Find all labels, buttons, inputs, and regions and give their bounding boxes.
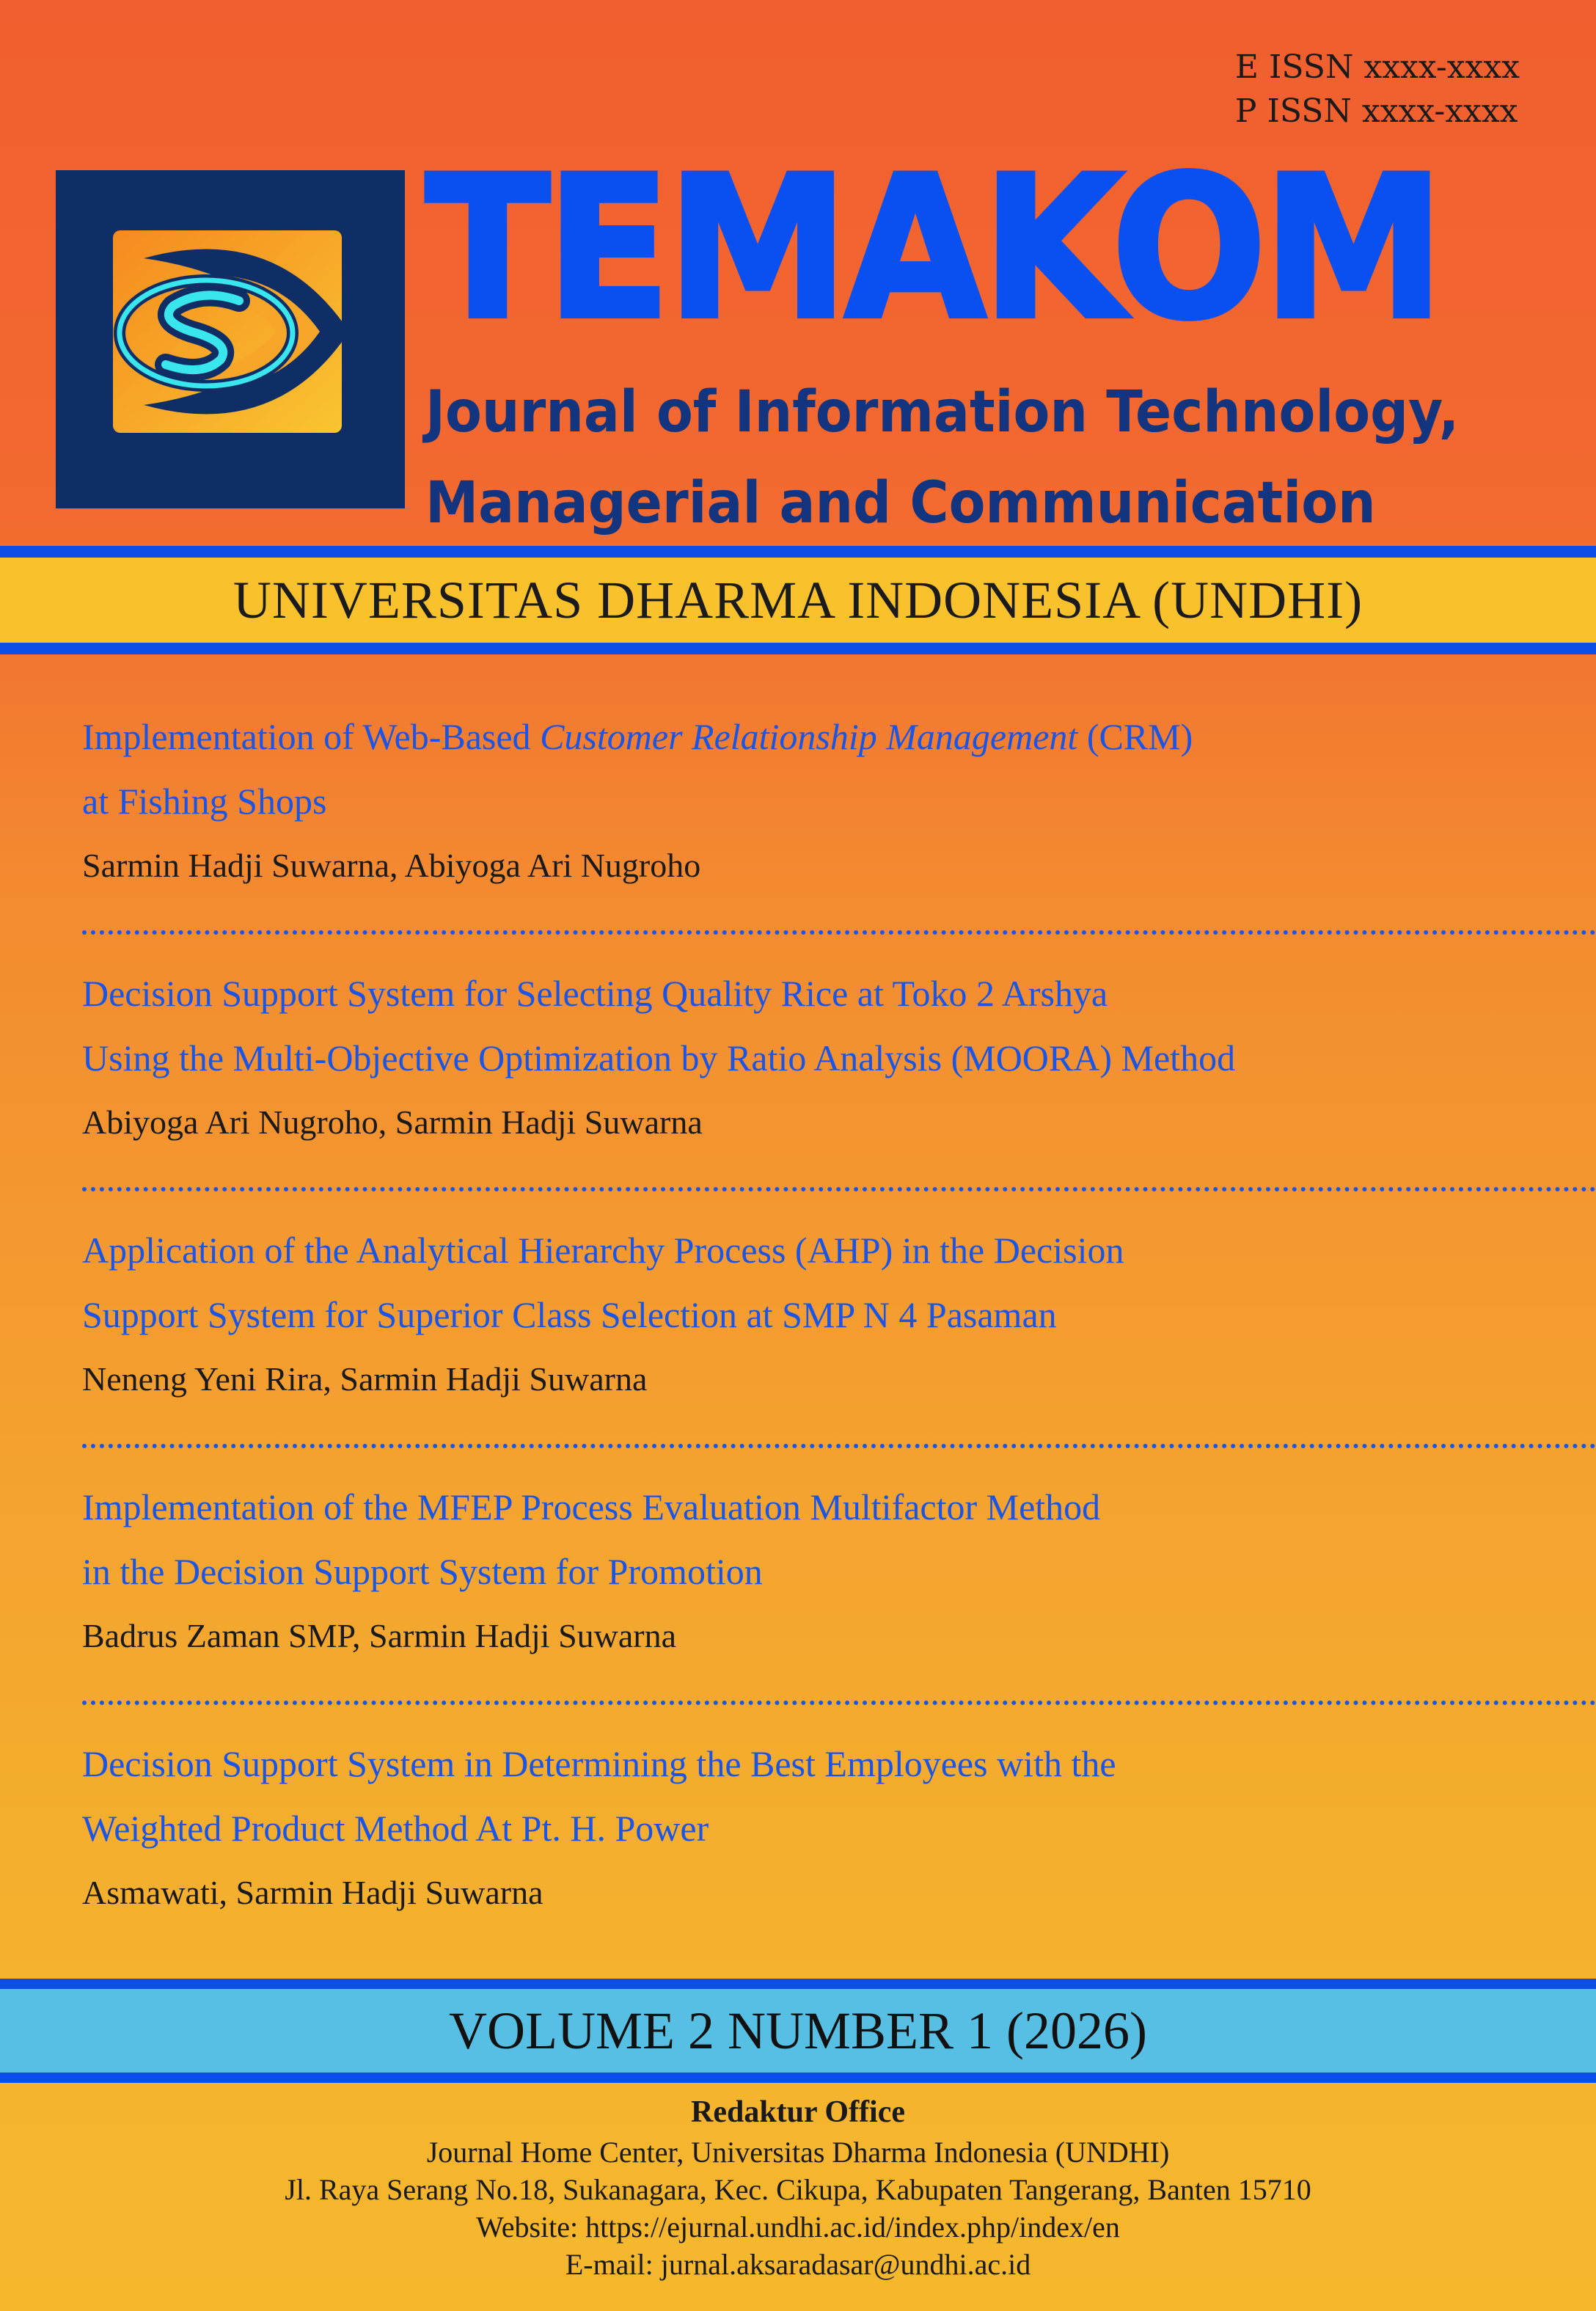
e-issn: E ISSN xxxx-xxxx [1234, 48, 1520, 86]
dotted-divider [82, 1701, 1596, 1705]
p-issn: P ISSN xxxx-xxxx [1234, 92, 1518, 130]
volume-number: VOLUME 2 NUMBER 1 (2026) [449, 2001, 1147, 2060]
dotted-divider [82, 1444, 1596, 1448]
journal-logo-icon [56, 170, 405, 508]
article-authors: Abiyoga Ari Nugroho, Sarmin Hadji Suwarna [82, 1103, 703, 1141]
article-title: Decision Support System for Selecting Quality Rice at Toko 2 Arshya [82, 973, 1108, 1014]
article-title: Implementation of Web-Based Customer Relationship Management (CRM) [82, 716, 1193, 757]
article-title-line-2: in the Decision Support System for Promotion [82, 1551, 763, 1592]
article-authors: Neneng Yeni Rira, Sarmin Hadji Suwarna [82, 1360, 648, 1398]
office-address: Jl. Raya Serang No.18, Sukanagara, Kec. Cikupa, Kabupaten Tangerang, Banten 15710 [285, 2173, 1311, 2206]
journal-subtitle [425, 367, 1459, 549]
office-name: Journal Home Center, Universitas Dharma Indonesia (UNDHI) [426, 2136, 1170, 2169]
article-authors: Badrus Zaman SMP, Sarmin Hadji Suwarna [82, 1617, 677, 1654]
article-item [82, 1731, 1596, 1988]
article-authors: Asmawati, Sarmin Hadji Suwarna [82, 1874, 543, 1911]
dotted-divider [82, 930, 1596, 935]
article-title-line-2: Weighted Product Method At Pt. H. Power [82, 1808, 709, 1849]
article-list [82, 704, 1596, 1988]
article-title: Application of the Analytical Hierarchy Process (AHP) in the Decision [82, 1230, 1124, 1271]
journal-subtitle-line-2: Managerial and Communication [425, 470, 1376, 536]
article-title-line-2: at Fishing Shops [82, 781, 327, 822]
journal-subtitle-line-1: Journal of Information Technology, [425, 379, 1460, 445]
journal-name: TEMAKOM [425, 134, 1441, 363]
article-item [82, 704, 1596, 961]
issn-block [1235, 45, 1520, 134]
redaktur-office [0, 2091, 1596, 2283]
office-email: E-mail: jurnal.aksaradasar@undhi.ac.id [565, 2248, 1031, 2281]
article-title: Implementation of the MFEP Process Evaluation Multifactor Method [82, 1486, 1101, 1527]
office-heading: Redaktur Office [690, 2095, 905, 2129]
office-website: Website: https://ejurnal.undhi.ac.id/index.php/index/en [476, 2210, 1120, 2244]
article-item [82, 961, 1596, 1218]
article-title-line-2: Using the Multi-Objective Optimization by Ratio Analysis (MOORA) Method [82, 1037, 1236, 1078]
article-item [82, 1218, 1596, 1475]
article-title: Decision Support System in Determining the Best Employees with the [82, 1743, 1116, 1784]
article-title-line-2: Support System for Superior Class Selection at SMP N 4 Pasaman [82, 1294, 1057, 1335]
university-banner [0, 546, 1596, 654]
university-name: UNIVERSITAS DHARMA INDONESIA (UNDHI) [233, 570, 1363, 629]
article-authors: Sarmin Hadji Suwarna, Abiyoga Ari Nugroho [82, 847, 701, 884]
dotted-divider [82, 1187, 1596, 1191]
volume-banner [0, 1979, 1596, 2083]
article-item [82, 1475, 1596, 1731]
